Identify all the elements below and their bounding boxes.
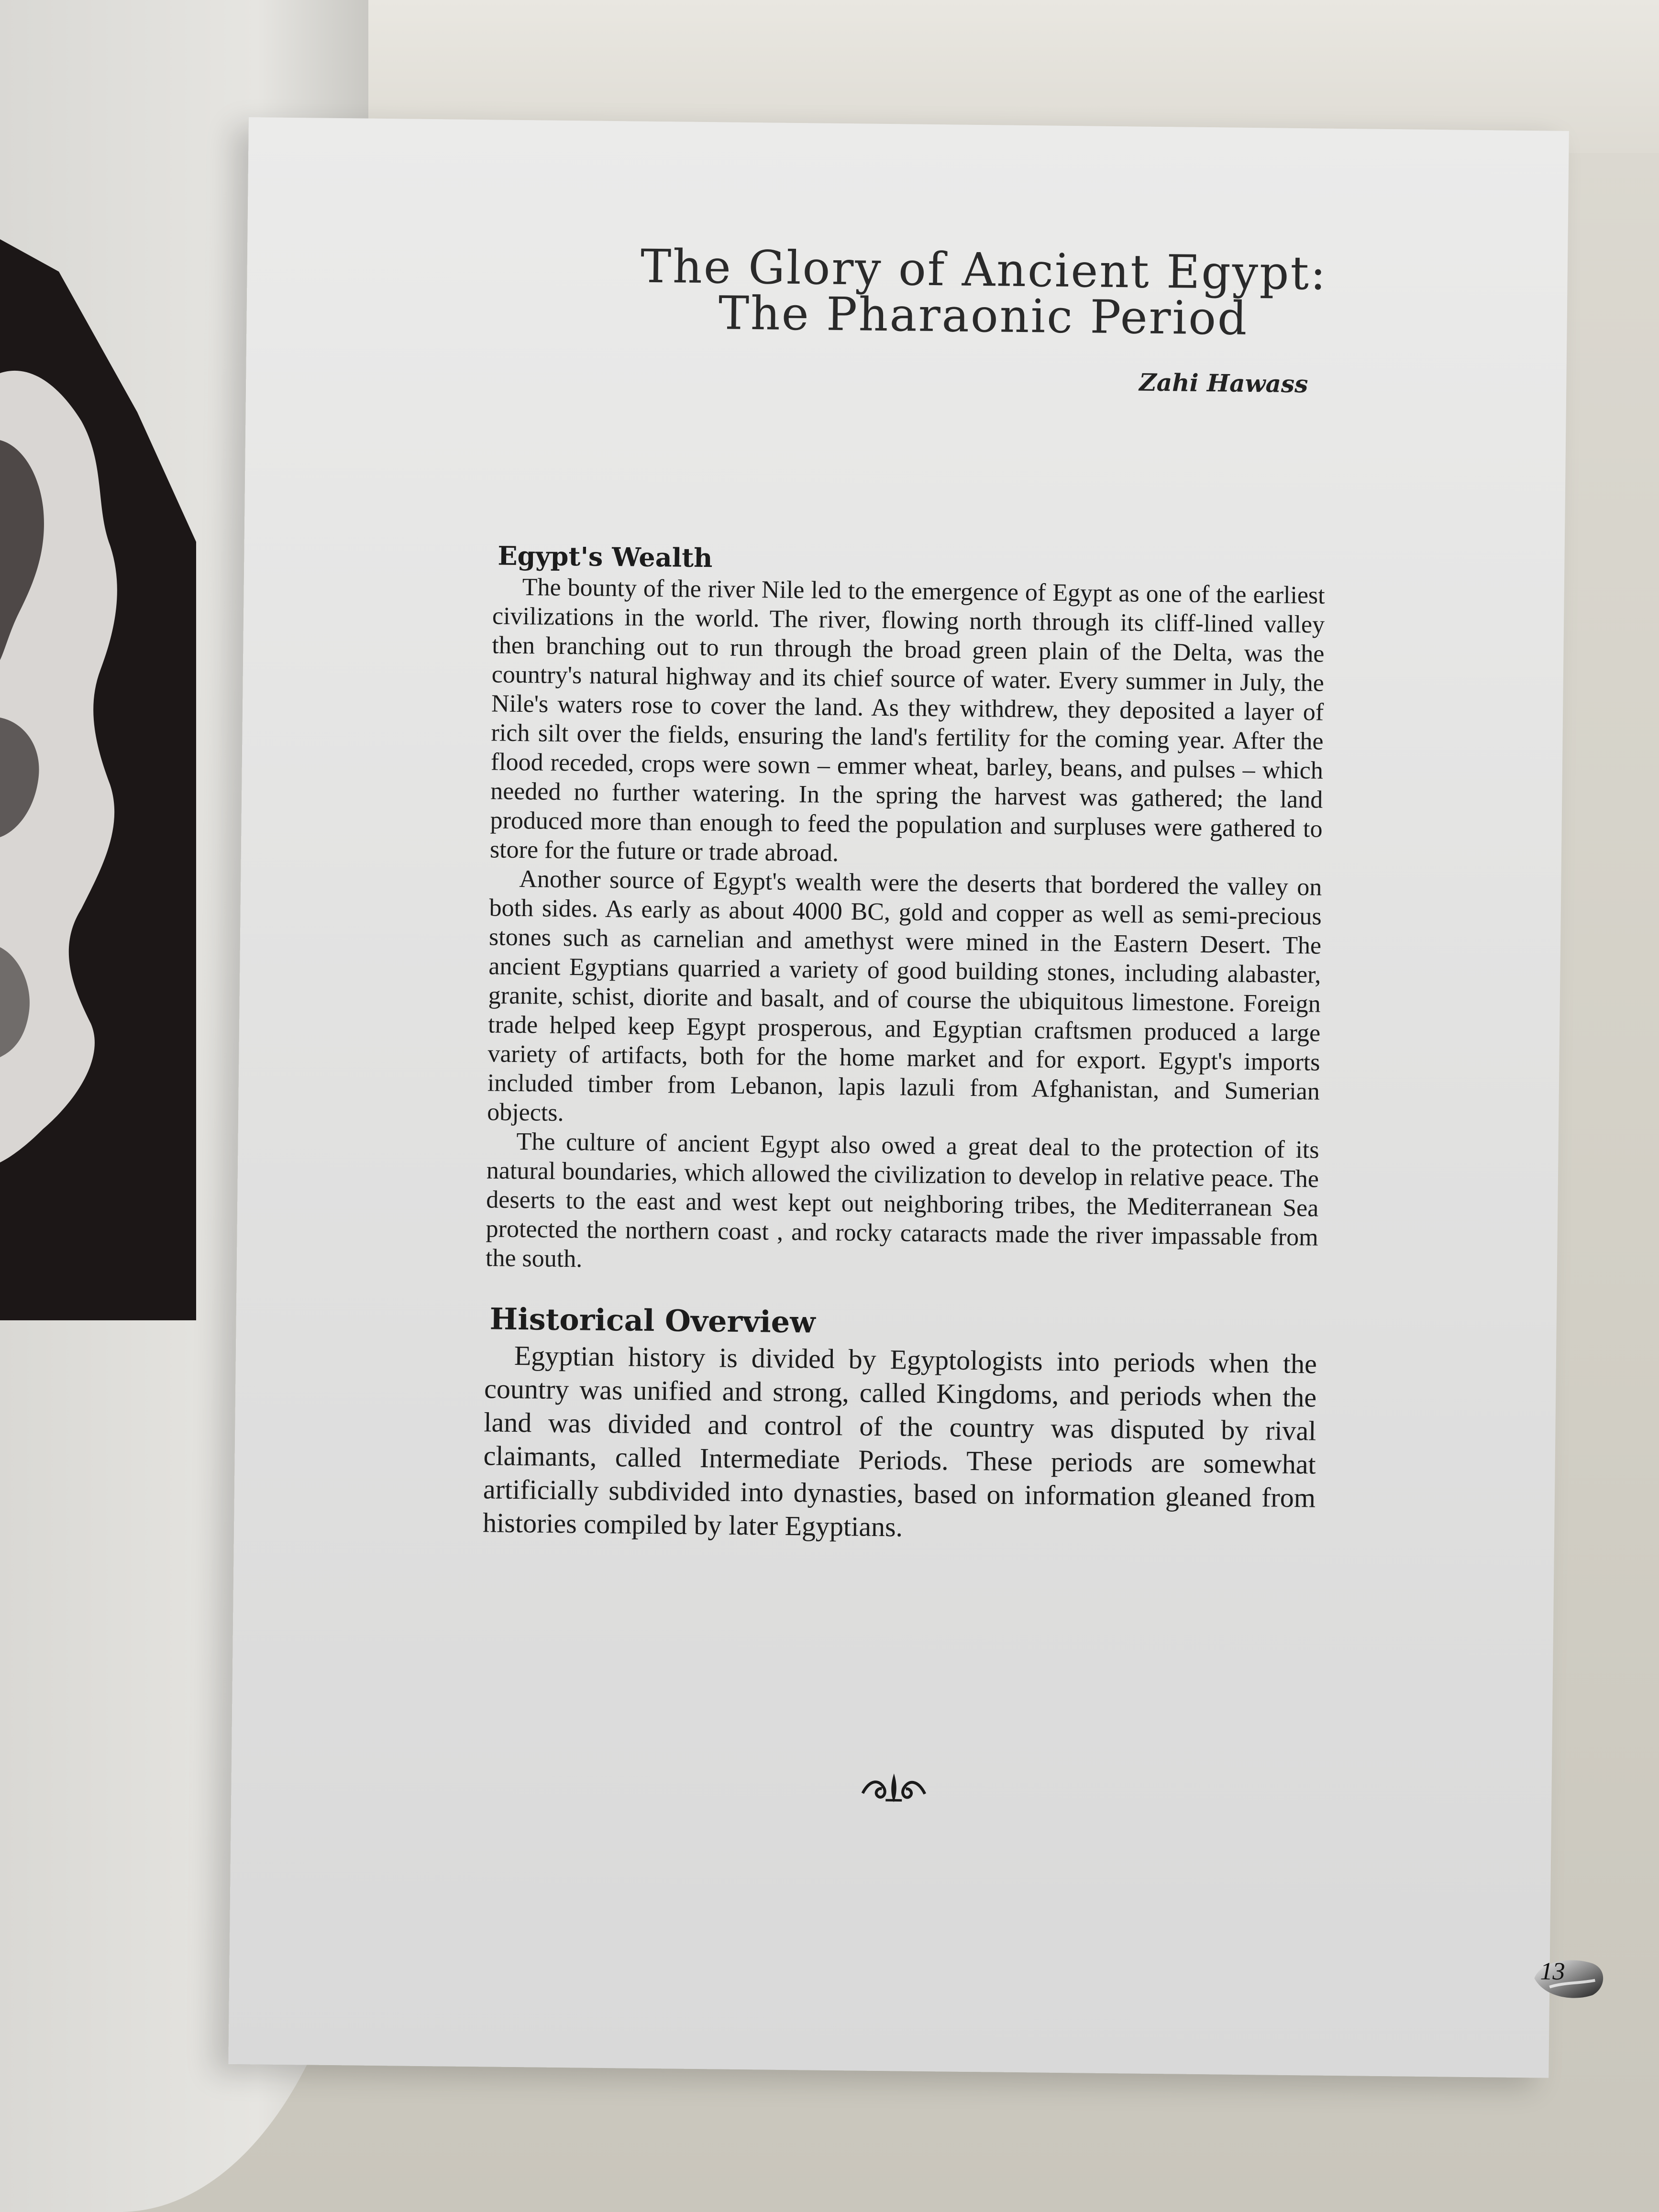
paragraph: Egyptian history is divided by Egyptologists into periods when the country was unified and strong, called Kingdoms, and periods when the land was divided and control of the country was disputed by rival claimants, called Intermediate Periods. These periods are somewhat artificially subdivided into dynasties, based on information gleaned from histories compiled by later Egyptians. [482, 1339, 1317, 1543]
page-title [533, 239, 1434, 345]
section-historical-overview [483, 1301, 1317, 1548]
paragraph: Another source of Egypt's wealth were the deserts that bordered the valley on both sides. As early as about 4000 BC, gold and copper as well as semi-precious stones such as carnelian and amethyst were mined in the Eastern Desert. The ancient Egyptians quarried a variety of good building stones, including alabaster, granite, schist, diorite and basalt, and of course the ubiquitous limestone. Foreign trade helped keep Egypt prosperous, and Egyptian craftsmen produced a large variety of artifacts, both for the home market and for export. Egypt's imports included timber from Lebanon, lapis lazuli from Afghanistan, and Sumerian objects. [487, 865, 1322, 1127]
title-line-1: The Glory of Ancient Egypt: [640, 239, 1327, 300]
statue-photograph [0, 239, 196, 1320]
paragraph: The bounty of the river Nile led to the emergence of Egypt as one of the earliest civilizations in the world. The river, flowing north through its cliff-lined valley then branching out to run through the broad green plain of the Delta, was the country's natural highway and its chief source of water. Every summer in July, the Nile's waters rose to cover the land. As they withdrew, they deposited a layer of rich silt over the fields, ensuring the land's fertility for the coming year. After the flood receded, crops were sown – emmer wheat, barley, beans, and pulses – which needed no further watering. In the spring the harvest was gathered; the land produced more than enough to feed the population and surpluses were gathered to store for the future or trade abroad. [489, 574, 1325, 867]
page-number [1530, 1953, 1607, 2002]
book-page [228, 117, 1569, 2078]
page-number-text: 13 [1540, 1958, 1565, 1986]
title-line-2: The Pharaonic Period [718, 286, 1249, 345]
article-body [483, 541, 1326, 1548]
floral-ornament-icon [858, 1765, 930, 1809]
author-name: Zahi Hawass [1139, 368, 1308, 398]
section-egypts-wealth [486, 541, 1326, 1281]
paragraph: The culture of ancient Egypt also owed a great deal to the protection of its natural boundaries, which allowed the civilization to develop in relative peace. The deserts to the east and west kept out neighboring tribes, the Mediterranean Sea protected the northern coast , and rocky cataracts made the river impassable from the south. [485, 1128, 1319, 1273]
section-heading: Egypt's Wealth [498, 540, 713, 574]
section-heading: Historical Overview [489, 1301, 816, 1340]
statue-silhouette-icon [0, 239, 196, 1320]
